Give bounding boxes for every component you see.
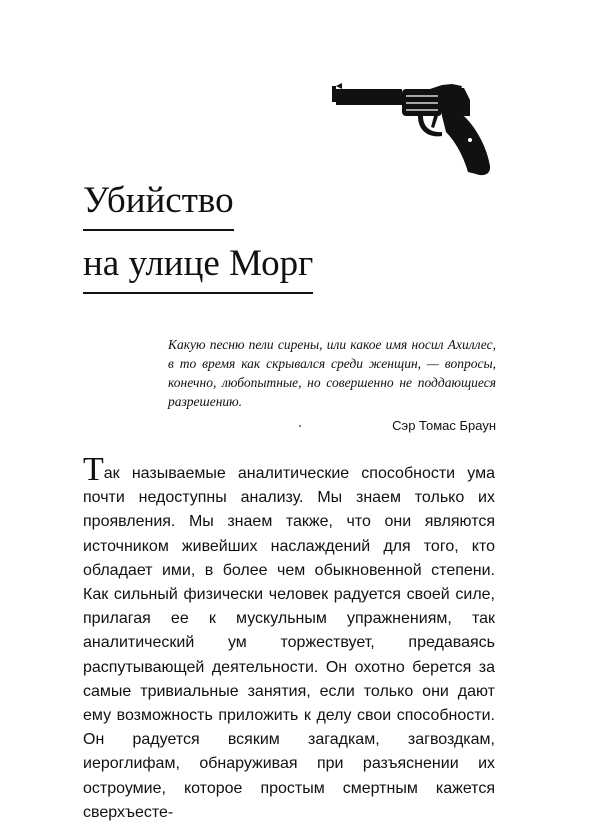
epigraph	[168, 335, 496, 435]
epigraph-quote: Какую песню пели сирены, или какое имя носил Ахиллес, в то время как скрывался среди женщин, — вопросы, конечно, любопытные, но совершенно не поддающиеся разрешению.	[168, 337, 496, 409]
body-text: ак называемые аналитические способности ума почти недоступны анализу. Мы знаем только их проявления. Мы знаем также, что они являются источником живейших наслаждений для того, кто обладает ими, в более чем обыкновенной степени. Как сильный физически человек радуется своей силе, прилагая ее к мускульным упражнениям, так аналитический ум торжествует, предаваясь распутывающей деятельности. Он охотно берется за самые тривиальные занятия, если только они дают ему возможность приложить к делу свои способности. Он радуется всяким загадкам, загвоздкам, иероглифам, обнаруживая при разъяснении их остроумие, которое простым смертным кажется сверхъесте-	[83, 465, 495, 821]
chapter-title	[83, 175, 313, 301]
drop-cap: Т	[83, 451, 104, 488]
chapter-title-line-1: Убийство	[83, 175, 234, 231]
epigraph-author: Сэр Томас Браун	[392, 418, 496, 433]
body-paragraph	[83, 451, 495, 825]
chapter-title-line-2: на улице Морг	[83, 238, 313, 294]
revolver-icon	[330, 80, 495, 180]
stray-dot	[299, 425, 301, 427]
